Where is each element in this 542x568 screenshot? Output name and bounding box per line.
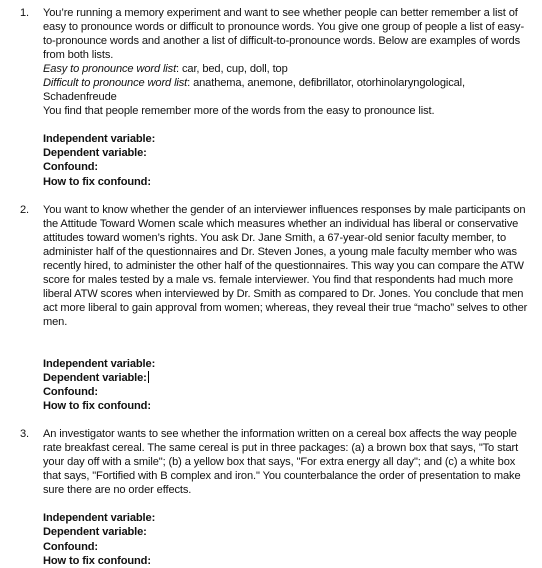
independent-variable-label[interactable]: Independent variable: <box>43 357 156 370</box>
easy-word-list-label: Easy to pronounce word list <box>43 63 177 76</box>
independent-variable-label[interactable]: Independent variable: <box>43 133 156 146</box>
difficult-word-list-label: Difficult to pronounce word list <box>43 77 188 90</box>
dependent-variable-label[interactable]: Dependent variable: <box>43 147 147 160</box>
fix-confound-label[interactable]: How to fix confound: <box>43 554 151 567</box>
question-prompt: You want to know whether the gender of an interviewer influences responses by male participants on the Attitude Toward Women scale which measures whether an individual has liberal or conservative attitudes toward women’s rights. You ask Dr. Jane Smith, a 67-year-old senior faculty member, to administer half of the questionnaires and Dr. Steven Jones, a young male faculty member who was recently hired, to administer the other half of the questionnaires. This way you can compare the ATW score for males tested by a male vs. female interviewer. You find that respondents had much more liberal ATW scores when interviewed by Dr. Smith as compared to Dr. Jones. You conclude that men act more liberal to gain approval from women; whereas, they reveal their true “macho” selves to other men. <box>43 203 528 328</box>
question-3 <box>0 427 542 567</box>
question-1 <box>0 6 542 189</box>
question-text[interactable] <box>43 203 528 329</box>
question-number: 2. <box>20 203 30 216</box>
question-2 <box>0 203 542 414</box>
question-finding: You find that people remember more of the words from the easy to pronounce list. <box>43 105 435 118</box>
fix-confound-label[interactable]: How to fix confound: <box>43 400 151 413</box>
difficult-word-list: : anathema, anemone, defibrillator, otorhinolaryngological, Schadenfreude <box>43 77 465 104</box>
dependent-variable-label[interactable]: Dependent variable: <box>43 526 147 539</box>
confound-label[interactable]: Confound: <box>43 161 98 174</box>
easy-word-list: : car, bed, cup, doll, top <box>176 63 288 76</box>
question-prompt: An investigator wants to see whether the information written on a cereal box affects the way people rate breakfast cereal. The same cereal is put in three packages: (a) a brown box that says, "To start your day off with a smile"; (b) a yellow box that says, "For extra energy all day"; and (c) a white box that says, "Fortified with B complex and iron." You counterbalance the order of presentation to make sure there are no order effects. <box>43 428 521 497</box>
question-number: 1. <box>20 7 30 19</box>
confound-label[interactable]: Confound: <box>43 386 98 399</box>
answer-fields <box>43 511 528 567</box>
document-page <box>0 6 542 568</box>
fix-confound-label[interactable]: How to fix confound: <box>43 175 151 188</box>
question-text[interactable] <box>43 6 528 118</box>
question-text[interactable] <box>43 427 528 497</box>
answer-fields <box>43 132 528 188</box>
answer-fields <box>43 357 528 413</box>
independent-variable-label[interactable]: Independent variable: <box>43 512 156 525</box>
confound-label[interactable]: Confound: <box>43 540 98 553</box>
text-cursor <box>148 371 149 383</box>
dependent-variable-label: Dependent variable: <box>43 372 147 385</box>
dependent-variable-row[interactable] <box>43 371 528 385</box>
question-number: 3. <box>20 428 30 441</box>
question-prompt: You’re running a memory experiment and want to see whether people can better remember a list of easy to pronounce words or difficult to pronounce words. You give one group of people a list of easy-to-pronounce words and another a list of difficult-to-pronounce words. Below are examples of words from both lists. <box>43 7 525 62</box>
